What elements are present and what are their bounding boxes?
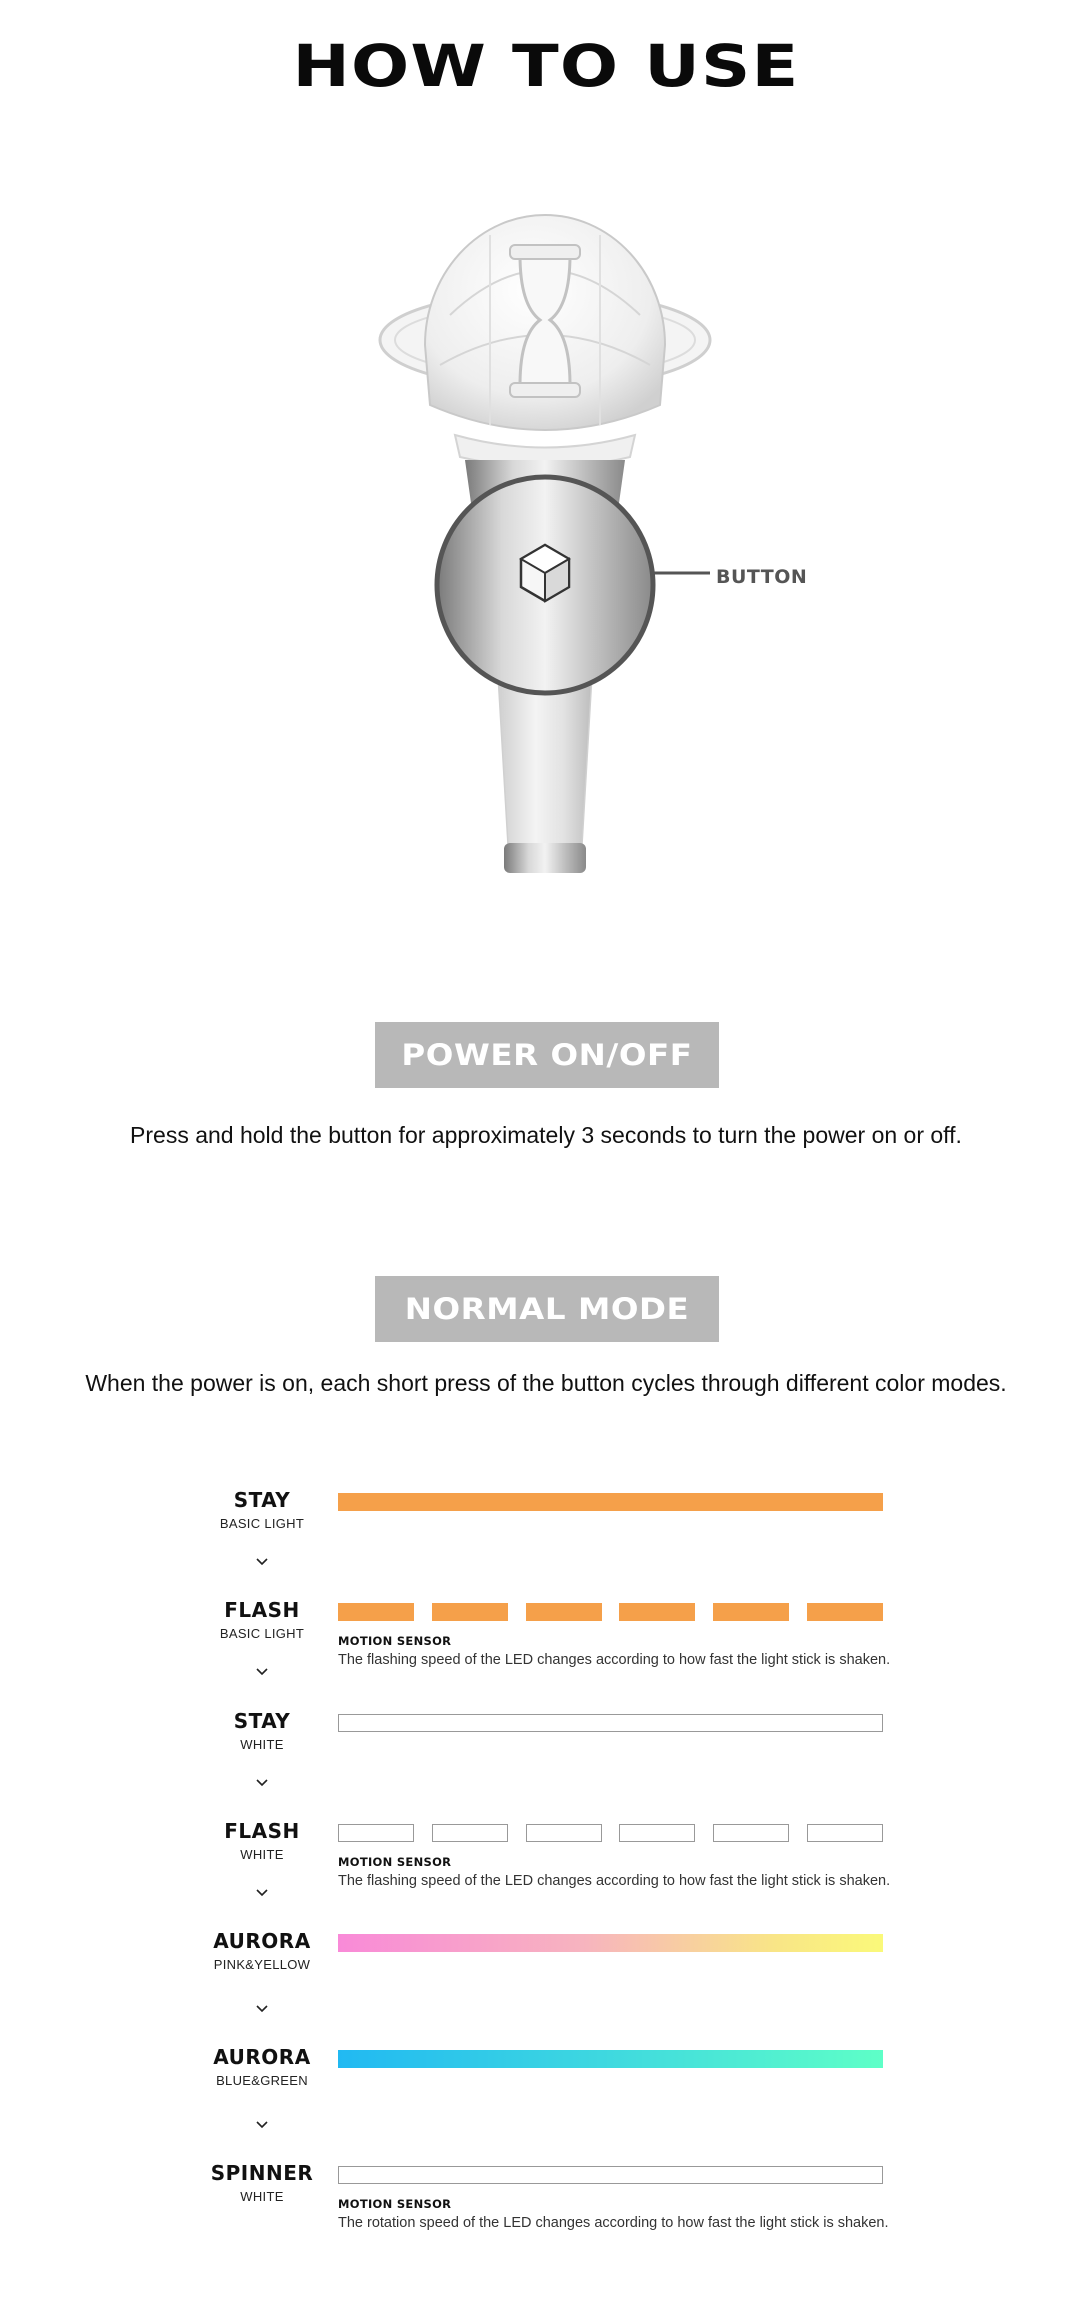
chevron-down-icon bbox=[254, 1887, 270, 1899]
flash-segment bbox=[713, 1824, 789, 1842]
color-bar bbox=[338, 1493, 883, 1511]
flash-segment bbox=[432, 1603, 508, 1621]
flash-segments bbox=[338, 1603, 883, 1621]
page-title: HOW TO USE bbox=[292, 32, 800, 100]
chevron-down-icon bbox=[254, 1666, 270, 1678]
color-bar bbox=[338, 2050, 883, 2068]
power-section-heading bbox=[375, 1022, 719, 1088]
mode-sub: BASIC LIGHT bbox=[219, 1626, 305, 1641]
power-heading-text: POWER ON/OFF bbox=[401, 1038, 693, 1072]
motion-sensor-description: The rotation speed of the LED changes according to how fast the light stick is shaken. bbox=[338, 2215, 889, 2231]
mode-name: AURORA bbox=[213, 2045, 311, 2069]
mode-sub: WHITE bbox=[240, 1737, 284, 1752]
lightstick-illustration bbox=[370, 195, 720, 915]
mode-sub: BASIC LIGHT bbox=[219, 1516, 305, 1531]
mode-sub: PINK&YELLOW bbox=[213, 1957, 311, 1972]
chevron-down-icon bbox=[254, 2003, 270, 2015]
color-bar bbox=[338, 1934, 883, 1952]
flash-segment bbox=[526, 1603, 602, 1621]
motion-sensor-description: The flashing speed of the LED changes according to how fast the light stick is shaken. bbox=[338, 1873, 891, 1889]
flash-segment bbox=[526, 1824, 602, 1842]
flash-segment bbox=[338, 1603, 414, 1621]
color-bar bbox=[338, 1714, 883, 1732]
motion-sensor-label: MOTION SENSOR bbox=[338, 1855, 452, 1869]
mode-name: STAY bbox=[233, 1488, 291, 1512]
color-bar bbox=[338, 2166, 883, 2184]
normal-mode-section-heading bbox=[375, 1276, 719, 1342]
button-callout-label: BUTTON bbox=[716, 566, 808, 588]
mode-name: AURORA bbox=[213, 1929, 311, 1953]
mode-sub: WHITE bbox=[240, 2189, 284, 2204]
mode-name: FLASH bbox=[224, 1598, 300, 1622]
flash-segment bbox=[619, 1824, 695, 1842]
flash-segment bbox=[713, 1603, 789, 1621]
chevron-down-icon bbox=[254, 1777, 270, 1789]
motion-sensor-label: MOTION SENSOR bbox=[338, 2197, 452, 2211]
mode-name: SPINNER bbox=[210, 2161, 314, 2185]
mode-sub: BLUE&GREEN bbox=[216, 2073, 308, 2088]
flash-segment bbox=[338, 1824, 414, 1842]
flash-segment bbox=[807, 1603, 883, 1621]
motion-sensor-description: The flashing speed of the LED changes according to how fast the light stick is shaken. bbox=[338, 1652, 891, 1668]
mode-sub: WHITE bbox=[240, 1847, 284, 1862]
flash-segments bbox=[338, 1824, 883, 1842]
power-instruction: Press and hold the button for approximately 3 seconds to turn the power on or off. bbox=[130, 1122, 962, 1148]
flash-segment bbox=[619, 1603, 695, 1621]
normal-mode-heading-text: NORMAL MODE bbox=[404, 1292, 690, 1326]
normal-mode-instruction: When the power is on, each short press of the button cycles through different color modes. bbox=[85, 1370, 1007, 1396]
motion-sensor-label: MOTION SENSOR bbox=[338, 1634, 452, 1648]
flash-segment bbox=[432, 1824, 508, 1842]
chevron-down-icon bbox=[254, 2119, 270, 2131]
mode-name: STAY bbox=[233, 1709, 291, 1733]
mode-name: FLASH bbox=[224, 1819, 300, 1843]
chevron-down-icon bbox=[254, 1556, 270, 1568]
flash-segment bbox=[807, 1824, 883, 1842]
